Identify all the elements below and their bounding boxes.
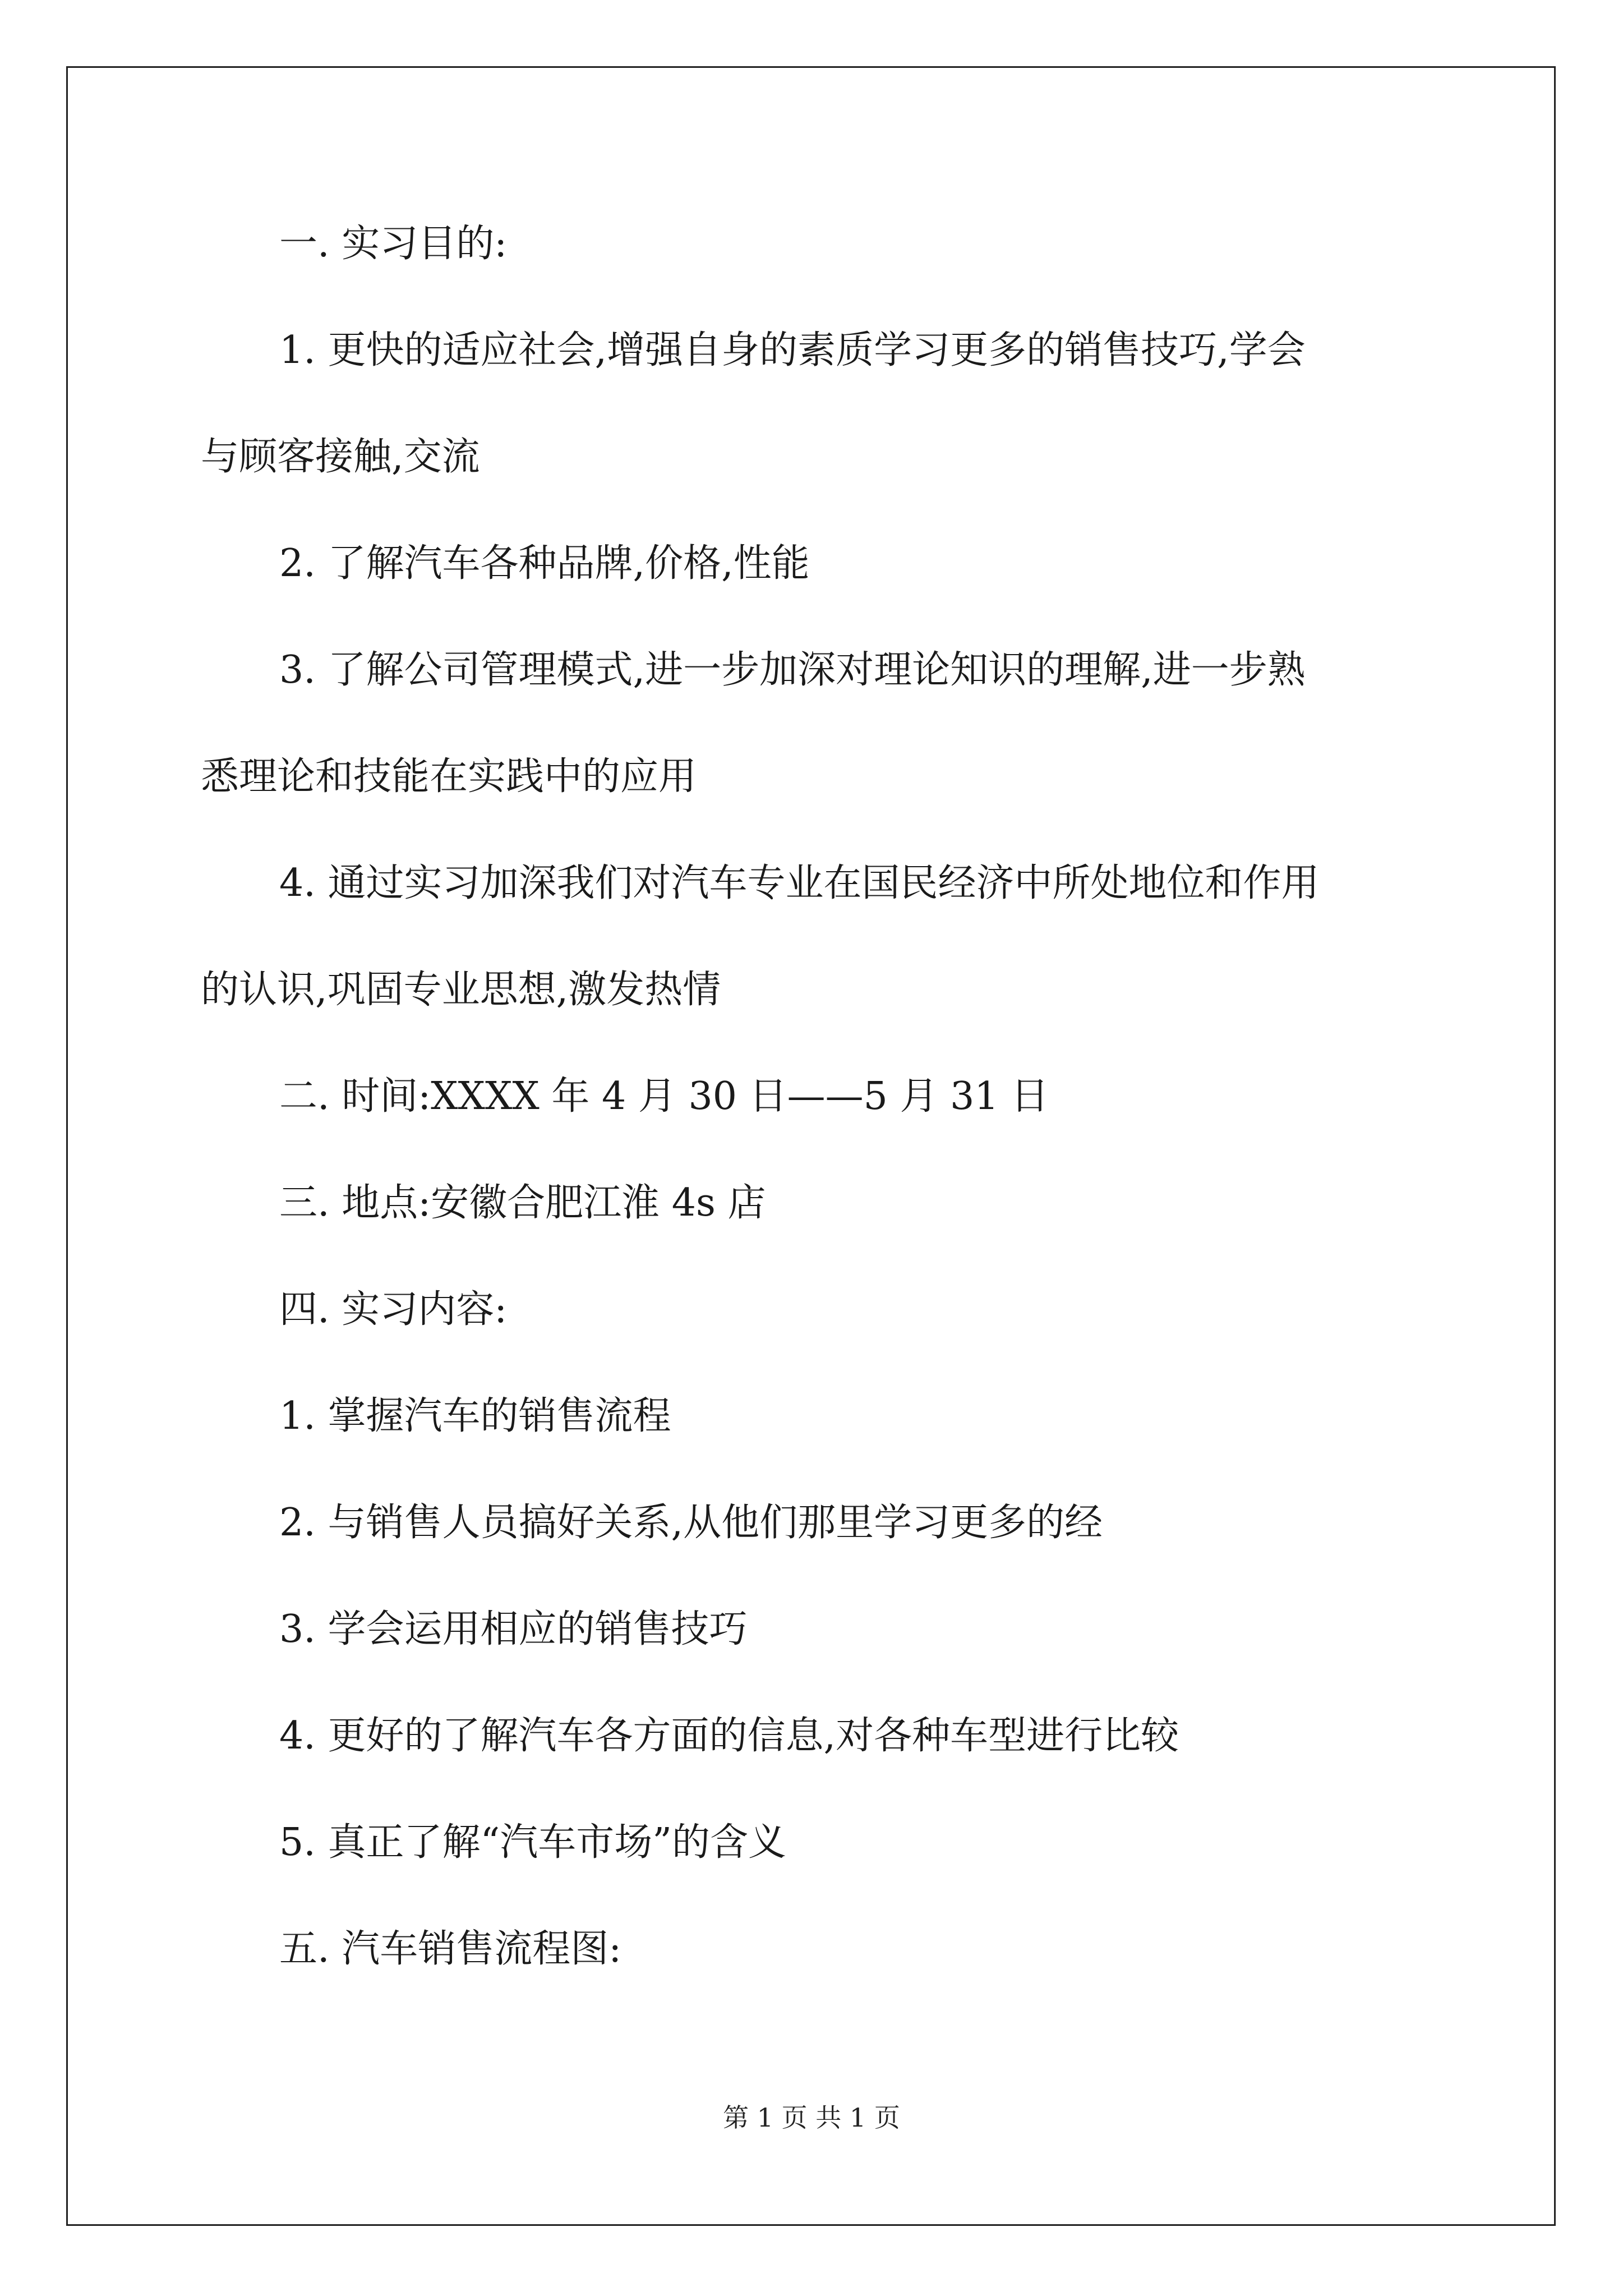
content-item-4: 4. 更好的了解汽车各方面的信息,对各种车型进行比较 [279, 1714, 1179, 1758]
content-item-5: 5. 真正了解“汽车市场”的含义 [279, 1820, 787, 1865]
document-body [201, 216, 1429, 1977]
purpose-item-3-continued: 悉理论和技能在实践中的应用 [201, 754, 697, 799]
content-item-2: 2. 与销售人员搞好关系,从他们那里学习更多的经 [279, 1501, 1103, 1545]
heading-purpose: 一. 实习目的: [279, 222, 508, 266]
content-item-1: 1. 掌握汽车的销售流程 [279, 1394, 671, 1438]
purpose-item-4-continued: 的认识,巩固专业思想,激发热情 [201, 968, 721, 1012]
heading-flowchart: 五. 汽车销售流程图: [279, 1927, 622, 1971]
heading-content: 四. 实习内容: [279, 1287, 508, 1332]
heading-time: 二. 时间:XXXX 年 4 月 30 日——5 月 31 日 [279, 1074, 1049, 1119]
content-item-3: 3. 学会运用相应的销售技巧 [279, 1607, 748, 1651]
purpose-item-2: 2. 了解汽车各种品牌,价格,性能 [279, 541, 810, 586]
page-number: 第 1 页 共 1 页 [723, 2102, 900, 2133]
purpose-item-3: 3. 了解公司管理模式,进一步加深对理论知识的理解,进一步熟 [279, 648, 1306, 692]
purpose-item-1: 1. 更快的适应社会,增强自身的素质学习更多的销售技巧,学会 [279, 328, 1306, 372]
purpose-item-4: 4. 通过实习加深我们对汽车专业在国民经济中所处地位和作用 [279, 861, 1320, 905]
heading-location: 三. 地点:安徽合肥江淮 4s 店 [279, 1181, 766, 1225]
purpose-item-1-continued: 与顾客接触,交流 [201, 435, 480, 479]
